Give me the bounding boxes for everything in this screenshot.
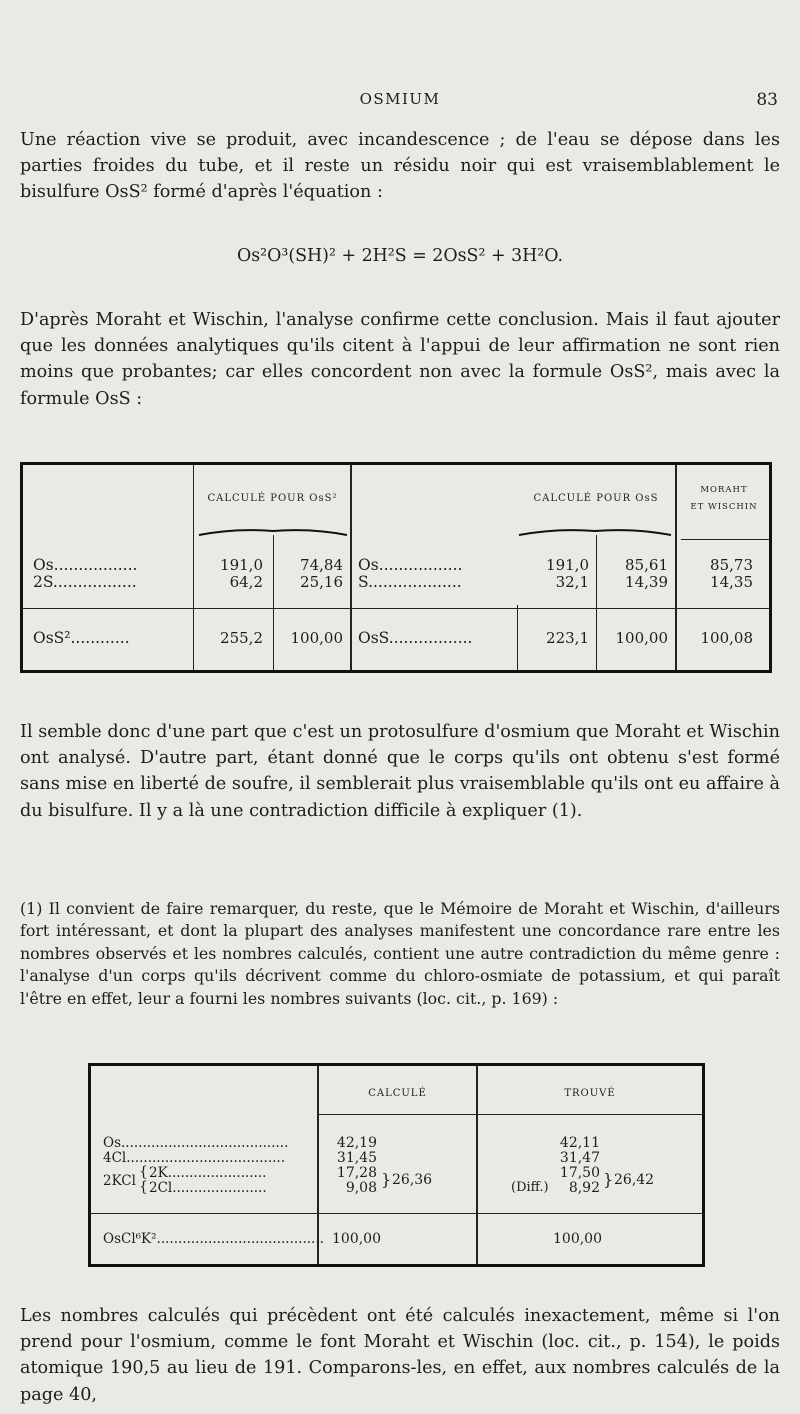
row-divider <box>317 1114 702 1115</box>
table-chloro-osmiate <box>88 1063 705 1267</box>
row-divider <box>23 608 769 609</box>
header-et-wischin: ET WISCHIN <box>690 502 758 512</box>
cell-value: 31,45 <box>336 1150 377 1166</box>
cell-value: 32,1 <box>555 573 589 591</box>
paragraph-reaction: Une réaction vive se produit, avec incandescence ; de l'eau se dépose dans les parties froides du tube, et il reste un résidu noir qui est vraisemblablement le bisulfure OsS² formé d'après l'équation : <box>20 130 780 203</box>
col-divider <box>350 465 352 670</box>
row-label-s: 2S................. <box>33 573 137 591</box>
brace-calc: } <box>381 1170 392 1189</box>
row-label-2k: 2K....................... <box>149 1165 267 1181</box>
cell-value: 14,39 <box>625 573 668 591</box>
cell-value: 42,11 <box>559 1135 600 1151</box>
cell-value: 14,35 <box>710 573 753 591</box>
brace-2kcl: { <box>139 1164 148 1180</box>
row-label-os: Os................. <box>33 556 138 574</box>
cell-value: 255,2 <box>220 629 263 647</box>
brace-right <box>515 525 675 539</box>
cell-value: 9,08 <box>345 1180 377 1196</box>
cell-value: 191,0 <box>220 556 263 574</box>
row-divider <box>91 1213 702 1214</box>
cell-value: 100,08 <box>700 629 753 647</box>
equation: Os²O³(SH)² + 2H²S = 2OsS² + 3H²O. <box>236 246 564 266</box>
row-label-os: Os....................................... <box>103 1135 289 1151</box>
cell-value: 64,2 <box>229 573 263 591</box>
cell-value: 8,92 <box>568 1180 600 1196</box>
brace-found: } <box>603 1170 614 1189</box>
row-label-4cl: 4Cl..................................... <box>103 1150 286 1166</box>
row-label-total: OsS................. <box>358 629 473 647</box>
header-calc-oss: CALCULÉ POUR OsS <box>533 493 659 504</box>
cell-value: 25,16 <box>300 573 343 591</box>
row-label-2kcl: 2KCl <box>103 1173 136 1189</box>
header-calc-oss2: CALCULÉ POUR OsS² <box>207 493 338 504</box>
footnote: (1) Il convient de faire remarquer, du reste, que le Mémoire de Moraht et Wischin, d'ailleurs fort intéressant, et dont la plupart des analyses manifestent une concordance rare entre les nombres observés et les nombres calculés, contient une autre contradiction du même genre : l'analyse d'un corps qu'ils décrivent comme du chloro-osmiate de potassium, et qui paraît l'être en effet, leur a fourni les nombres suivants (loc. cit., p. 169) : <box>20 899 780 1008</box>
cell-value: 26,42 <box>614 1172 655 1188</box>
table-sulfide-analysis <box>20 462 772 673</box>
paragraph-protosulfure: Il semble donc d'une part que c'est un protosulfure d'osmium que Moraht et Wischin ont analysé. D'autre part, étant donné que le corps qu'ils ont obtenu s'est formé sans mise en liberté de soufre, il semblerait plus vraisemblable qu'ils ont eu affaire à du bisulfure. Il y a là une contradiction difficile à expliquer (1). <box>20 722 780 821</box>
row-label-total: OsS²............ <box>33 629 130 647</box>
cell-value: 17,28 <box>336 1165 377 1181</box>
cell-value: 17,50 <box>559 1165 600 1181</box>
cell-value: 100,00 <box>290 629 343 647</box>
header-trouve: TROUVÉ <box>564 1088 616 1099</box>
cell-value: 74,84 <box>300 556 343 574</box>
row-label-total: OsCl⁶K²....................................... <box>103 1231 324 1247</box>
row-label-2cl: 2Cl...................... <box>149 1180 267 1196</box>
cell-value: 100,00 <box>615 629 668 647</box>
cell-value: 223,1 <box>546 629 589 647</box>
diff-label: (Diff.) <box>511 1180 549 1195</box>
cell-value: 26,36 <box>392 1172 433 1188</box>
cell-value: 85,73 <box>710 556 753 574</box>
cell-value: 100,00 <box>553 1231 602 1247</box>
page-number: 83 <box>756 90 778 110</box>
paragraph-calculations: Les nombres calculés qui précèdent ont été calculés inexactement, même si l'on prend pour l'osmium, comme le font Moraht et Wischin (loc. cit., p. 154), le poids atomique 190,5 au lieu de 191. Comparons-les, en effet, aux nombres calculés de la page 40, <box>20 1306 780 1405</box>
row-label-s: S................... <box>358 573 462 591</box>
brace-2kcl: { <box>139 1179 148 1195</box>
running-header <box>0 86 800 114</box>
paragraph-moraht-wischin: D'après Moraht et Wischin, l'analyse confirme cette conclusion. Mais il faut ajouter que les données analytiques qu'ils citent à l'appui de leur affirmation ne sont rien moins que probantes; car elles concordent non avec la formule OsS², mais avec la formule OsS : <box>20 310 780 409</box>
header-title: OSMIUM <box>359 90 441 108</box>
cell-value: 100,00 <box>332 1231 381 1247</box>
row-divider <box>681 539 769 540</box>
cell-value: 85,61 <box>625 556 668 574</box>
header-calcule: CALCULÉ <box>368 1088 427 1099</box>
cell-value: 42,19 <box>336 1135 377 1151</box>
row-label-os: Os................. <box>358 556 463 574</box>
cell-value: 191,0 <box>546 556 589 574</box>
header-moraht: MORAHT <box>700 485 748 495</box>
brace-left <box>195 525 351 539</box>
cell-value: 31,47 <box>559 1150 600 1166</box>
